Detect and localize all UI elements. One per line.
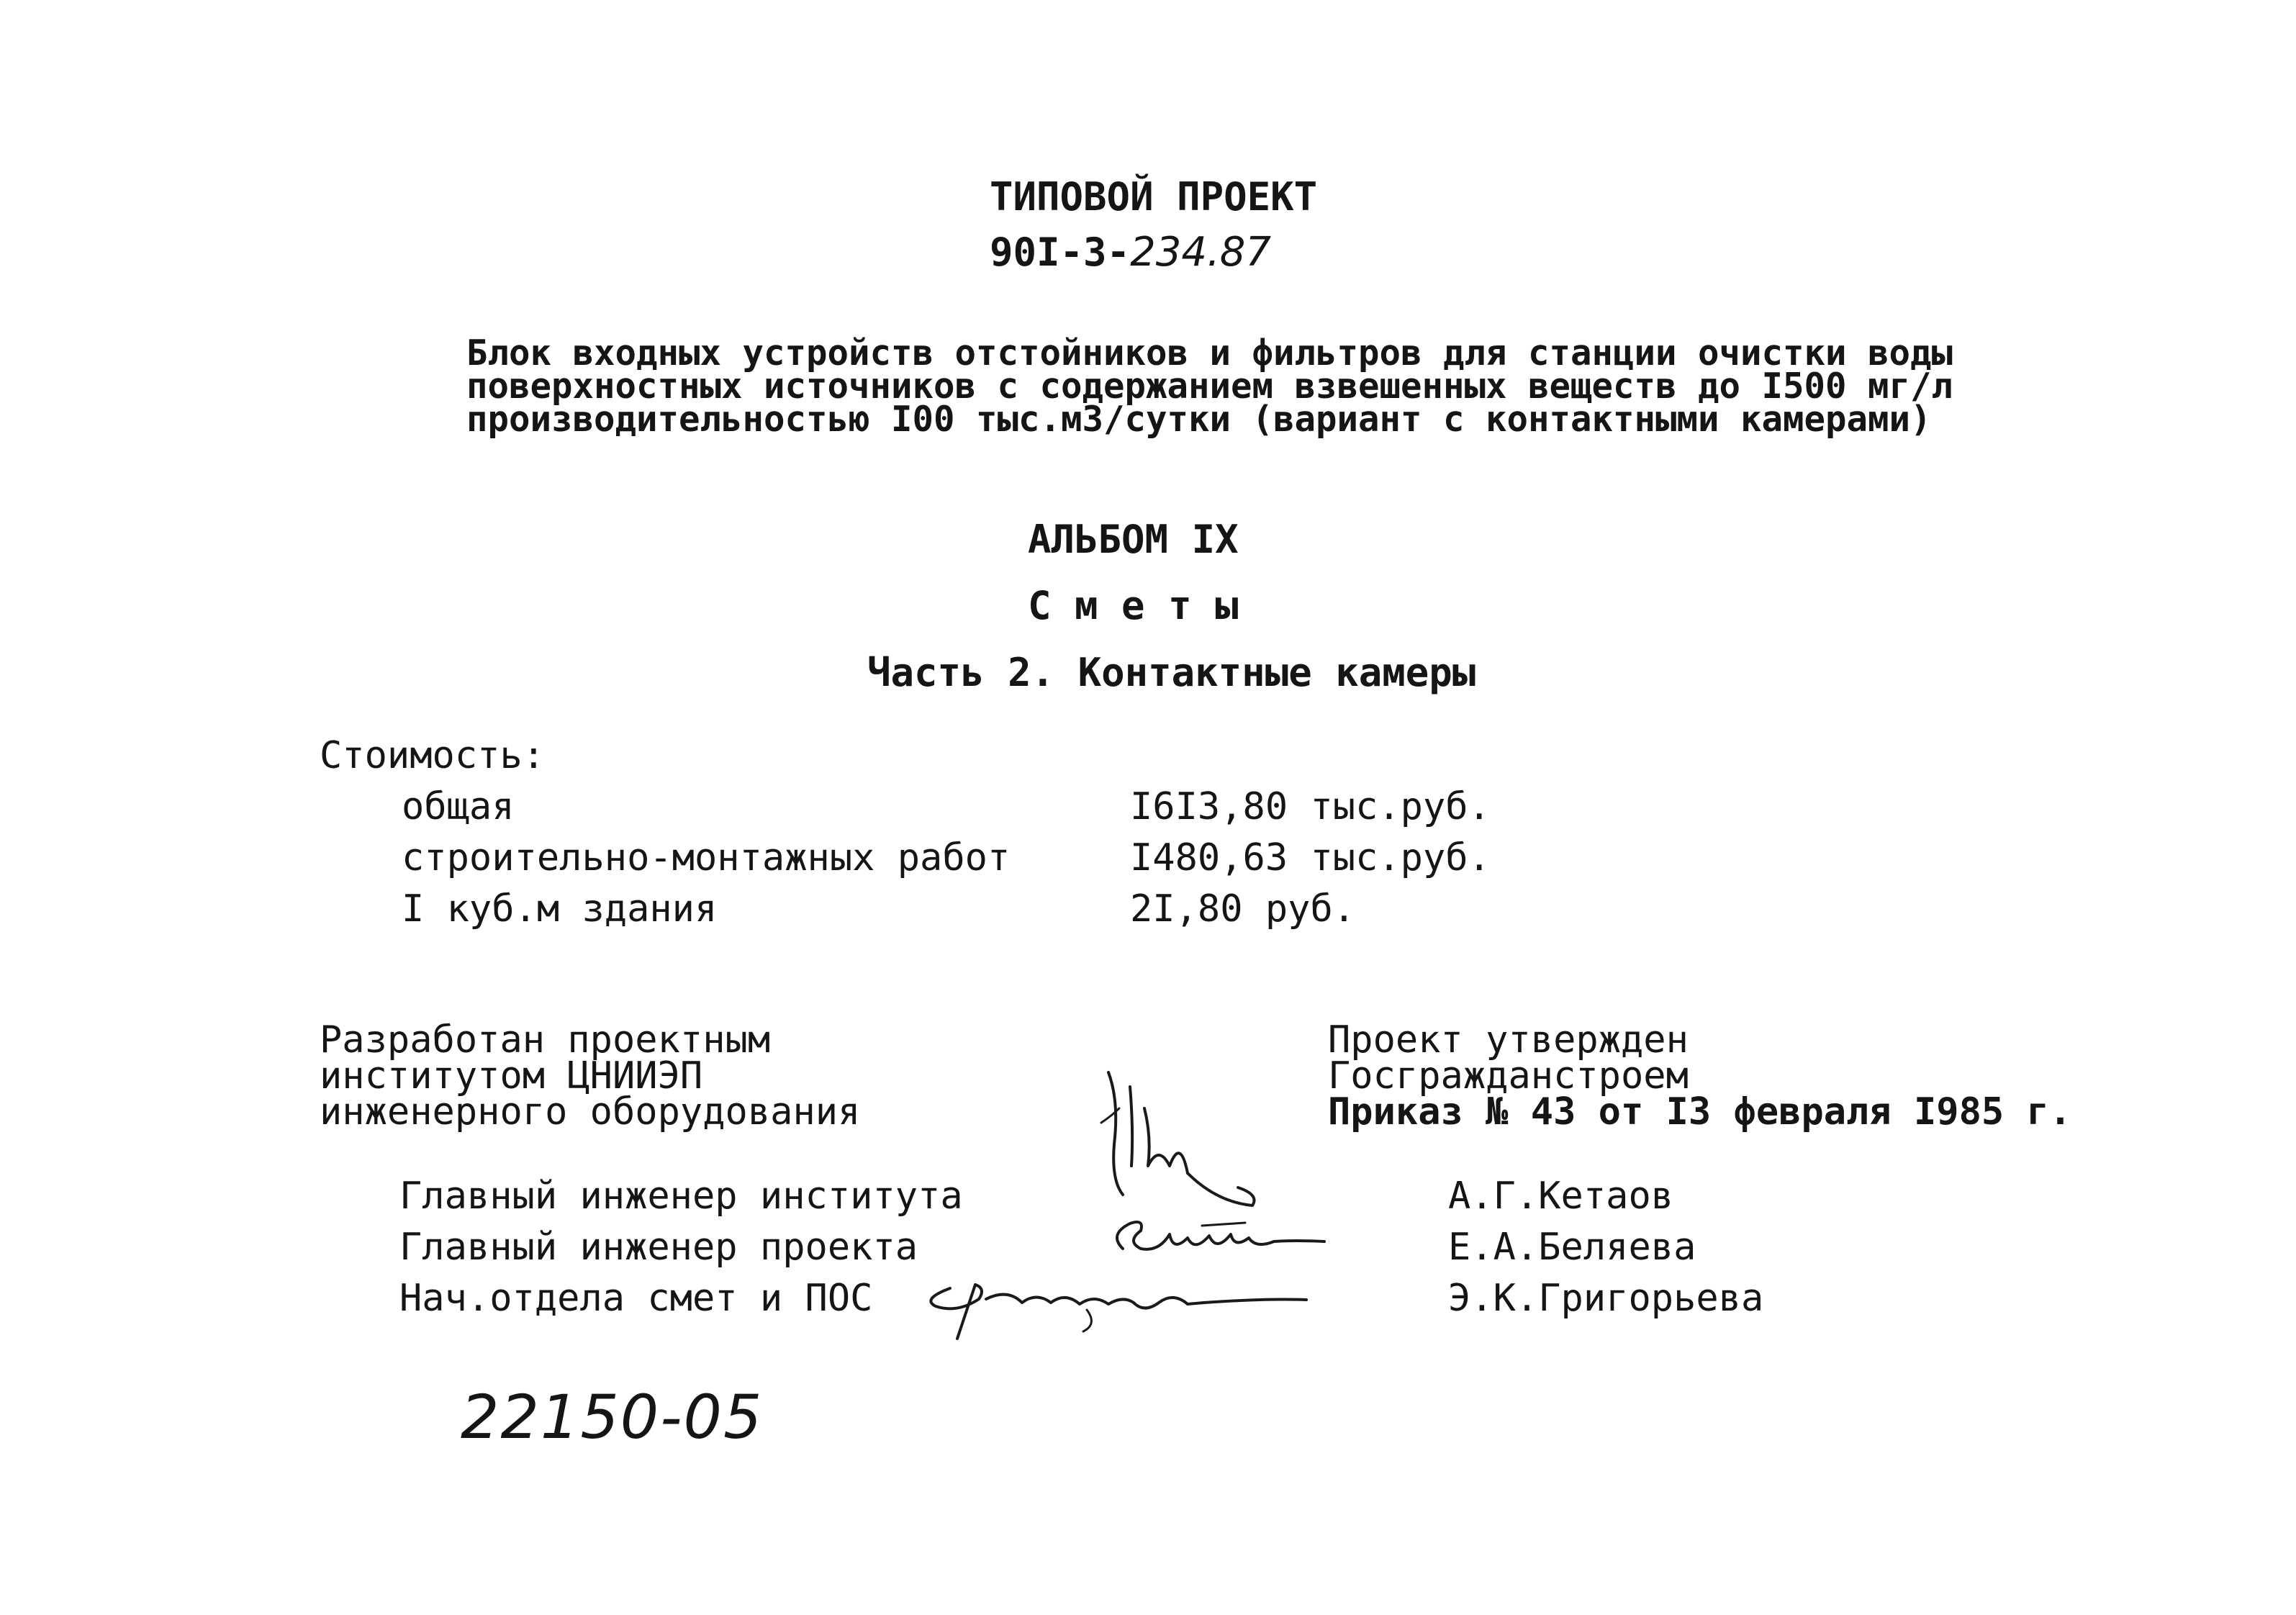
album-title: АЛЬБОМ IX [1028,517,1239,562]
description-line-3: производительностью I00 тыс.м3/сутки (вариант с контактными камерами) [466,399,1932,440]
developer-line-3: инженерного оборудования [320,1090,861,1134]
part-title: Часть 2. Контактные камеры [867,650,1476,695]
staff-role-1: Главный инженер института [399,1175,963,1218]
cost-value-per-cubic-meter: 2I,80 руб. [1130,887,1356,931]
description-line-2: поверхностных источников с содержанием взвешенных веществ до I500 мг/л [466,366,1953,407]
cost-value-construction: I480,63 тыс.руб. [1130,836,1491,879]
inventory-number: 22150-05 [461,1382,764,1452]
doc-type-title: ТИПОВОЙ ПРОЕКТ [990,174,1318,220]
signature-3-icon [914,1259,1317,1346]
staff-name-1: А.Г.Кетаов [1448,1175,1674,1218]
cost-value-total: I6I3,80 тыс.руб. [1130,785,1491,828]
approval-order: Приказ № 43 от I3 февраля I985 г. [1328,1090,2072,1134]
staff-role-3: Нач.отдела смет и ПОС [399,1277,873,1320]
cost-label-total: общая [402,785,515,828]
staff-name-2: Е.А.Беляева [1448,1226,1696,1269]
signature-2-icon [1101,1213,1332,1263]
developer-line-1: Разработан проектным [320,1018,771,1062]
approval-line-1: Проект утвержден [1328,1018,1689,1062]
project-code-handwritten: 234.87 [1130,229,1272,276]
signature-1-icon [1080,1058,1296,1223]
cost-heading: Стоимость: [320,734,546,777]
staff-role-2: Главный инженер проекта [399,1226,918,1269]
cost-label-construction: строительно-монтажных работ [402,836,1011,879]
project-code-typed: 90I-3- [990,230,1131,275]
description-line-1: Блок входных устройств отстойников и фильтров для станции очистки воды [466,332,1953,374]
cost-label-per-cubic-meter: I куб.м здания [402,887,718,931]
approval-line-2: Госгражданстроем [1328,1054,1689,1098]
staff-name-3: Э.К.Григорьева [1448,1277,1764,1320]
project-code [990,229,1271,276]
developer-line-2: институтом ЦНИИЭП [320,1054,703,1098]
section-title: С м е т ы [1028,583,1239,628]
